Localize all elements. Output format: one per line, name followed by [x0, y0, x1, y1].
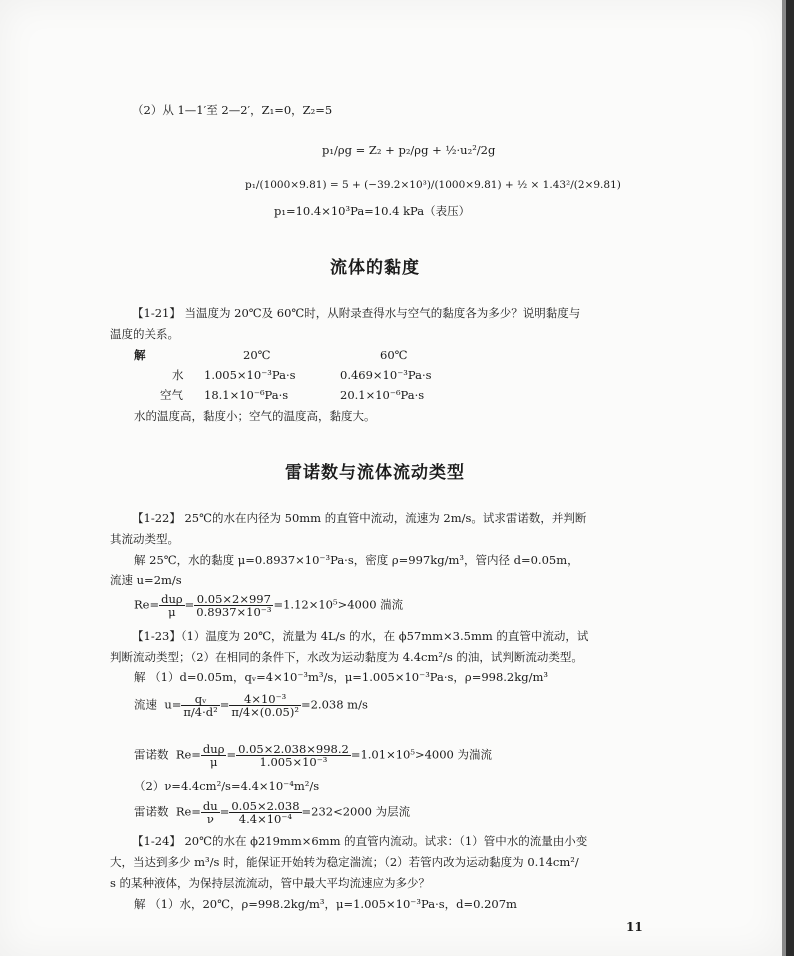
fraction: $\frac{\text{qᵥ}}{\text{π/4·d²}}$ [183, 692, 218, 719]
solution-text: 流速 u=2m/s [110, 573, 182, 587]
equation-line: p₁/(1000×9.81) = 5 + (−39.2×10³)/(1000×9.81) + ½ × 1.43²/(2×9.81) [245, 179, 621, 191]
equation-line: 流速 u= $\frac{\text{qᵥ}}{\text{π/4·d²}}$ = $\frac{\text{4×10⁻³}}{\text{π/4×(0.05)²}}$ =2.038 m/s [134, 692, 368, 719]
table-row-label: 水 [172, 368, 184, 382]
fraction: $\frac{du}{\nu}$ [202, 799, 218, 826]
fraction: $\frac{0.05\times 2\times 997}{\text{0.8937×10⁻³}}$ [196, 592, 272, 619]
text-line: （2）从 1—1′至 2—2′，Z₁=0，Z₂=5 [132, 103, 333, 117]
problem-text: 判断流动类型；（2）在相同的条件下，水改为运动黏度为 4.4cm²/s 的油，试判断流动类型。 [110, 650, 583, 664]
problem-text: 【1-24】 20℃的水在 ϕ219mm×6mm 的直管内流动。试求：（1）管中水的流量由小变 [132, 834, 588, 848]
section-heading: 雷诺数与流体流动类型 [285, 463, 465, 483]
solution-text: 解 25℃，水的黏度 μ=0.8937×10⁻³Pa·s，密度 ρ=997kg/m³，管内径 d=0.05m， [134, 553, 579, 567]
problem-text: 其流动类型。 [110, 532, 179, 546]
equation-line: 雷诺数 Re= $\frac{\text{duρ}}{\mu}$ = $\frac{0.05\times 2.038\times 998.2}{\text{1.005×10⁻³}}$ =1.01×10⁵>4000 为湍流 [134, 742, 493, 769]
problem-text: s 的某种液体，为保持层流流动，管中最大平均流速应为多少？ [110, 876, 431, 890]
fraction: $\frac{\text{4×10⁻³}}{\text{π/4×(0.05)²}}$ [231, 692, 299, 719]
problem-text: 大，当达到多少 m³/s 时，能保证开始转为稳定湍流；（2）若管内改为运动黏度为 0.14cm²/ [110, 855, 579, 869]
solution-text: 解 （1）水，20℃，ρ=998.2kg/m³，μ=1.005×10⁻³Pa·s，d=0.207m [134, 897, 517, 911]
solution-label: 解 [134, 348, 146, 362]
solution-text: 解 （1）d=0.05m，qᵥ=4×10⁻³m³/s，μ=1.005×10⁻³Pa·s，ρ=998.2kg/m³ [134, 670, 548, 684]
fraction: $\frac{0.05\times 2.038}{\text{4.4×10⁻⁴}}$ [231, 799, 300, 826]
equation-line: p₁/ρg = Z₂ + p₂/ρg + ½·u₂²/2g [322, 143, 496, 157]
section-heading: 流体的黏度 [330, 258, 420, 278]
fraction: $\frac{\text{duρ}}{\mu}$ [202, 742, 225, 769]
problem-text: 【1-21】 当温度为 20℃及 60℃时，从附录查得水与空气的黏度各为多少？说明黏度与 [132, 306, 581, 320]
table-cell: 18.1×10⁻⁶Pa·s [204, 388, 289, 402]
table-row-label: 空气 [160, 388, 183, 402]
equation-result: p₁=10.4×10³Pa=10.4 kPa（表压） [274, 204, 471, 218]
page-number: 11 [626, 920, 643, 934]
scanner-border [786, 0, 794, 956]
problem-text: 【1-23】（1）温度为 20℃，流量为 4L/s 的水，在 ϕ57mm×3.5mm 的直管中流动，试 [132, 629, 589, 643]
equation-line: Re= $\frac{\text{duρ}}{\mu}$ = $\frac{0.05\times 2\times 997}{\text{0.8937×10⁻³}}$ =1.12×10⁵>4000 湍流 [134, 592, 404, 619]
equation-line: 雷诺数 Re= $\frac{du}{\nu}$ = $\frac{0.05\times 2.038}{\text{4.4×10⁻⁴}}$ =232<2000 为层流 [134, 799, 411, 826]
table-cell: 0.469×10⁻³Pa·s [340, 368, 432, 382]
fraction: $\frac{\text{duρ}}{\mu}$ [161, 592, 183, 619]
table-header: 60℃ [380, 348, 408, 362]
problem-text: 【1-22】 25℃的水在内径为 50mm 的直管中流动，流速为 2m/s。试求雷诺数，并判断 [132, 511, 587, 525]
table-cell: 1.005×10⁻³Pa·s [204, 368, 296, 382]
fraction: $\frac{0.05\times 2.038\times 998.2}{\text{1.005×10⁻³}}$ [238, 742, 349, 769]
text-line: 水的温度高，黏度小；空气的温度高，黏度大。 [134, 409, 376, 423]
problem-text: 温度的关系。 [110, 327, 179, 341]
table-header: 20℃ [243, 348, 271, 362]
solution-text: （2）ν=4.4cm²/s=4.4×10⁻⁴m²/s [134, 779, 320, 793]
table-cell: 20.1×10⁻⁶Pa·s [340, 388, 425, 402]
